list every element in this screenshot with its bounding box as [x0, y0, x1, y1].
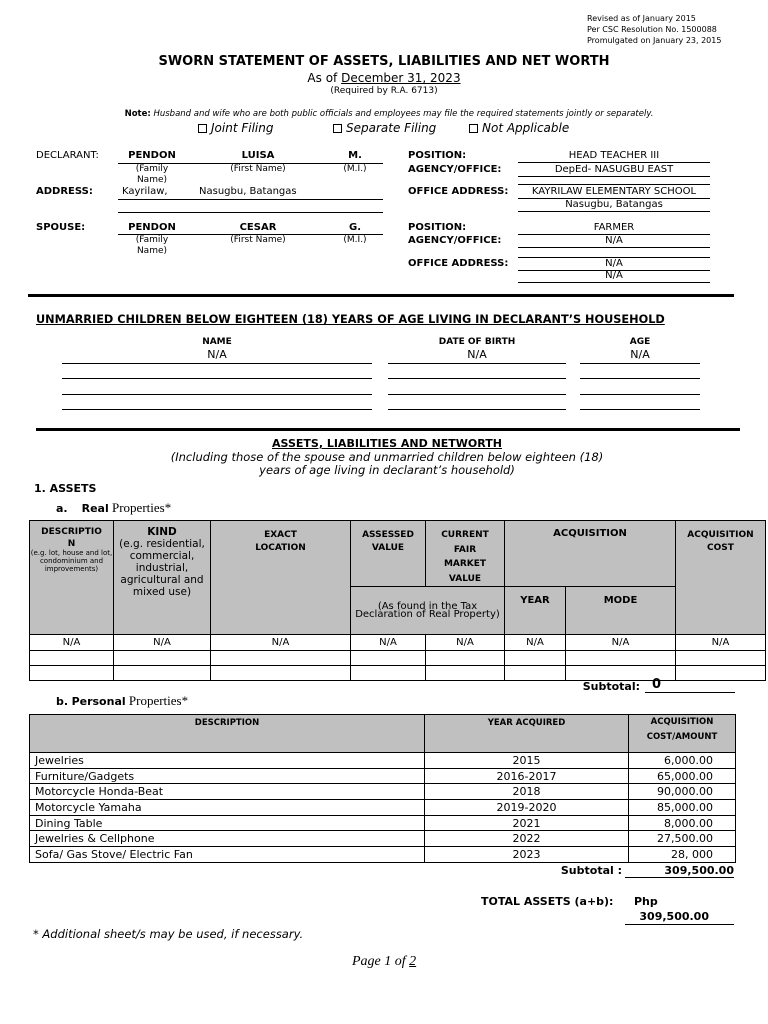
- resolution-text: Per CSC Resolution No. 1500088: [587, 25, 717, 34]
- position-label: POSITION:: [408, 150, 467, 161]
- child-age: N/A: [630, 348, 650, 361]
- additional-sheets-note: * Additional sheet/s may be used, if necessary.: [33, 927, 304, 941]
- table-row: [30, 831, 736, 847]
- personal-item-cost: 8,000.00: [629, 815, 736, 831]
- not-applicable-option[interactable]: [469, 121, 569, 135]
- personal-item-desc: Motorcycle Honda-Beat: [30, 784, 425, 800]
- personal-item-year: 2015: [425, 753, 629, 769]
- document-title: SWORN STATEMENT OF ASSETS, LIABILITIES AND NET WORTH: [158, 54, 610, 69]
- personal-subtotal-label: Subtotal :: [560, 864, 622, 877]
- table-row: [30, 784, 736, 800]
- joint-label: Joint Filing: [211, 121, 274, 135]
- spouse-office-label: OFFICE ADDRESS:: [408, 258, 509, 269]
- spouse-agency-label: AGENCY/OFFICE:: [408, 235, 502, 246]
- assets-subtitle-2: years of age living in declarant’s household): [259, 463, 515, 477]
- note-line: [0, 109, 768, 119]
- real-properties-table: [29, 520, 766, 681]
- personal-item-desc: Dining Table: [30, 815, 425, 831]
- required-by: (Required by R.A. 6713): [330, 86, 438, 96]
- not-applicable-checkbox[interactable]: [469, 124, 478, 133]
- personal-item-year: 2022: [425, 831, 629, 847]
- spouse-office2: N/A: [605, 270, 623, 281]
- personal-desc-header: DESCRIPTION: [30, 715, 425, 753]
- separate-filing-option[interactable]: [333, 121, 436, 135]
- declarant-agency: DepEd- NASUGBU EAST: [554, 164, 674, 175]
- real-subtotal-value: 0: [652, 677, 662, 692]
- children-name-header: NAME: [202, 337, 232, 347]
- declarant-first-name: LUISA: [241, 150, 275, 161]
- personal-item-year: 2019-2020: [425, 800, 629, 816]
- declarant-office2: Nasugbu, Batangas: [565, 199, 663, 210]
- mi-caption: (M.I.): [343, 164, 367, 174]
- child-name: N/A: [207, 348, 227, 361]
- table-row: [30, 800, 736, 816]
- note-text: Husband and wife who are both public officials and employees may file the required statements jointly or separately.: [153, 109, 654, 119]
- promulgated-text: Promulgated on January 23, 2015: [587, 36, 722, 45]
- personal-cost-header: ACQUISITION COST/AMOUNT: [629, 715, 736, 753]
- child-dob: N/A: [467, 348, 487, 361]
- declarant-position: HEAD TEACHER III: [568, 150, 660, 161]
- children-title: UNMARRIED CHILDREN BELOW EIGHTEEN (18) YEARS OF AGE LIVING IN DECLARANT’S HOUSEHOLD: [36, 313, 665, 326]
- address-line2: Nasugbu, Batangas: [199, 186, 297, 197]
- assets-heading: 1. ASSETS: [34, 482, 97, 495]
- as-of-line: [0, 71, 768, 85]
- real-fair-value-header: CURRENT FAIR MARKET VALUE: [426, 521, 505, 587]
- agency-label: AGENCY/OFFICE:: [408, 164, 502, 175]
- page-number: Page 1 of 2: [352, 954, 417, 969]
- real-mode-header: MODE: [566, 587, 676, 635]
- separate-label: Separate Filing: [346, 121, 437, 135]
- declarant-office1: KAYRILAW ELEMENTARY SCHOOL: [531, 186, 697, 197]
- as-of-label: As of: [307, 71, 338, 85]
- table-row: [30, 815, 736, 831]
- real-cost-header: ACQUISITION COST: [676, 521, 766, 635]
- revised-text: Revised as of January 2015: [587, 14, 696, 23]
- personal-item-year: 2018: [425, 784, 629, 800]
- spouse-mi-caption: (M.I.): [343, 235, 367, 245]
- table-row: [30, 753, 736, 769]
- personal-year-header: YEAR ACQUIRED: [425, 715, 629, 753]
- personal-item-cost: 65,000.00: [629, 768, 736, 784]
- as-of-date: December 31, 2023: [341, 71, 461, 85]
- declarant-label: DECLARANT:: [36, 150, 99, 161]
- table-row: [30, 651, 766, 666]
- spouse-agency: N/A: [605, 235, 623, 246]
- table-row: N/A N/A N/A N/A N/A N/A N/A N/A: [30, 635, 766, 651]
- personal-item-year: 2016-2017: [425, 768, 629, 784]
- personal-item-cost: 28, 000: [629, 847, 736, 863]
- separate-checkbox[interactable]: [333, 124, 342, 133]
- assets-title: ASSETS, LIABILITIES AND NETWORTH: [272, 437, 502, 450]
- personal-item-year: 2023: [425, 847, 629, 863]
- spouse-label: SPOUSE:: [36, 222, 86, 233]
- personal-properties-heading: b. Personal Properties*: [56, 693, 189, 708]
- declarant-mi: M.: [348, 150, 362, 161]
- personal-item-desc: Jewelries & Cellphone: [30, 831, 425, 847]
- first-caption: (First Name): [230, 164, 286, 174]
- not-applicable-label: Not Applicable: [482, 121, 570, 135]
- real-subtotal-label: Subtotal:: [582, 680, 640, 693]
- spouse-family-caption: (Family Name): [135, 235, 169, 256]
- real-year-header: YEAR: [505, 587, 566, 635]
- note-label: Note:: [124, 109, 151, 119]
- spouse-position-label: POSITION:: [408, 222, 467, 233]
- real-properties-heading: a. Real Properties*: [56, 500, 172, 515]
- spouse-first-name: CESAR: [239, 222, 277, 233]
- family-caption: (Family Name): [135, 164, 169, 185]
- real-assessed-header: ASSESSED VALUE: [351, 521, 426, 587]
- real-location-header: EXACT LOCATION: [211, 521, 351, 635]
- spouse-mi: G.: [348, 222, 361, 233]
- total-assets-label: TOTAL ASSETS (a+b):: [481, 895, 614, 908]
- personal-item-desc: Sofa/ Gas Stove/ Electric Fan: [30, 847, 425, 863]
- joint-filing-option[interactable]: [198, 121, 273, 135]
- real-desc-header: DESCRIPTIO N (e.g. lot, house and lot, condominium and improvements): [30, 521, 114, 635]
- section-divider: [28, 294, 734, 297]
- real-kind-header: KIND (e.g. residential, commercial, industrial, agricultural and mixed use): [114, 521, 211, 635]
- table-row: [30, 768, 736, 784]
- personal-item-cost: 90,000.00: [629, 784, 736, 800]
- table-row: [30, 847, 736, 863]
- office-address-label: OFFICE ADDRESS:: [408, 186, 509, 197]
- children-age-header: AGE: [629, 337, 651, 347]
- personal-item-year: 2021: [425, 815, 629, 831]
- spouse-first-caption: (First Name): [230, 235, 286, 245]
- real-acquisition-header: ACQUISITION: [505, 521, 676, 587]
- tax-declaration-note: (As found in the Tax Declaration of Real Property): [351, 587, 505, 635]
- address-label: ADDRESS:: [36, 186, 93, 197]
- personal-item-desc: Motorcycle Yamaha: [30, 800, 425, 816]
- total-currency: Php: [634, 895, 658, 908]
- personal-item-cost: 27,500.00: [629, 831, 736, 847]
- section-divider-2: [36, 428, 740, 431]
- personal-subtotal-value: 309,500.00: [664, 864, 734, 877]
- spouse-family-name: PENDON: [128, 222, 176, 233]
- spouse-position: FARMER: [593, 222, 635, 233]
- children-dob-header: DATE OF BIRTH: [438, 337, 516, 347]
- personal-properties-table: [29, 714, 736, 863]
- spouse-office1: N/A: [605, 258, 623, 269]
- revision-info: [587, 13, 721, 46]
- total-assets-value: 309,500.00: [639, 910, 709, 923]
- joint-checkbox[interactable]: [198, 124, 207, 133]
- personal-item-desc: Jewelries: [30, 753, 425, 769]
- assets-subtitle-1: (Including those of the spouse and unmarried children below eighteen (18): [170, 450, 604, 464]
- personal-item-desc: Furniture/Gadgets: [30, 768, 425, 784]
- personal-item-cost: 6,000.00: [629, 753, 736, 769]
- address-line1: Kayrilaw,: [122, 186, 168, 197]
- personal-item-cost: 85,000.00: [629, 800, 736, 816]
- declarant-family-name: PENDON: [128, 150, 176, 161]
